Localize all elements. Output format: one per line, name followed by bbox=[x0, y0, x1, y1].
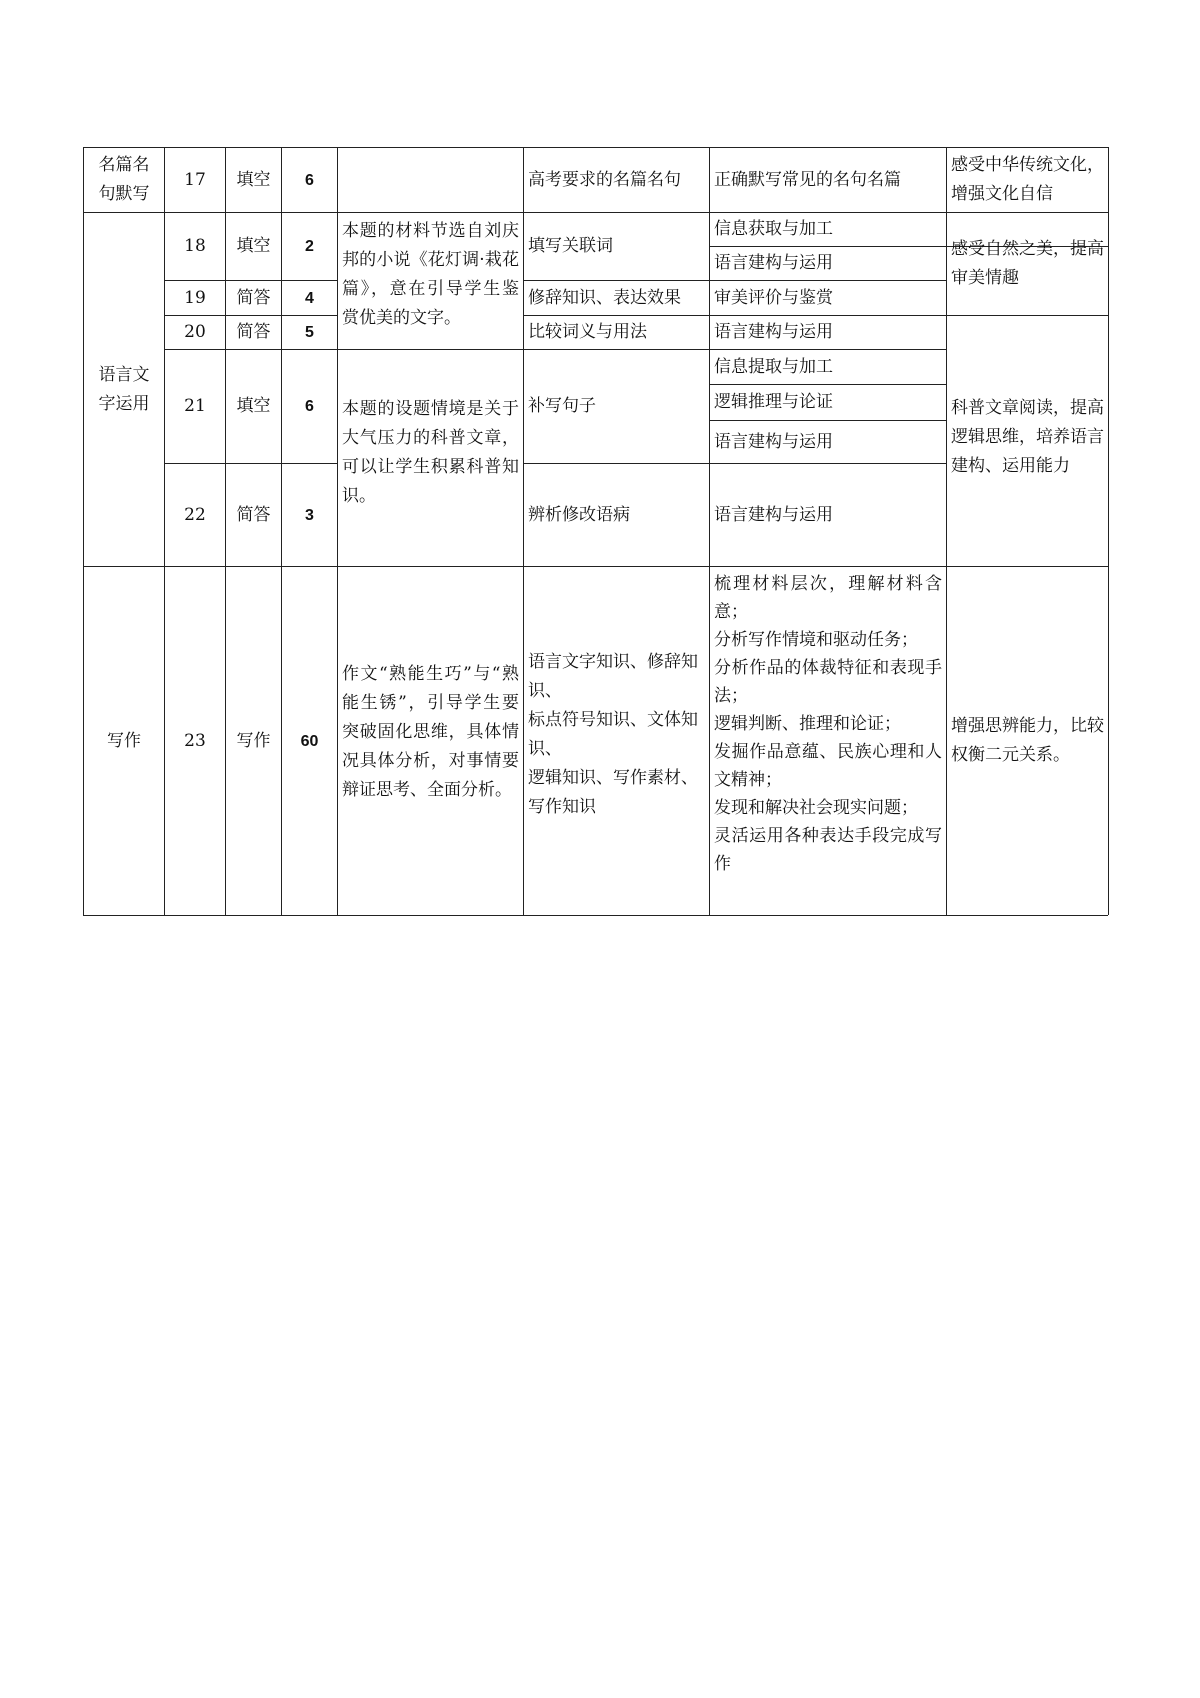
score-cell bbox=[283, 317, 336, 348]
table-rule bbox=[83, 147, 1108, 148]
question-number-cell bbox=[166, 317, 224, 348]
table-rule bbox=[164, 315, 337, 316]
ability-cell bbox=[711, 149, 945, 211]
knowledge-cell bbox=[525, 149, 708, 211]
score-cell bbox=[283, 149, 336, 211]
knowledge-line: 写作知识 bbox=[528, 797, 596, 817]
goal-text: 感受自然之美，提高审美情趣 bbox=[951, 239, 1104, 288]
ability-text: 语言建构与运用 bbox=[714, 253, 833, 273]
table-rule bbox=[225, 147, 226, 915]
knowledge-cell bbox=[525, 351, 708, 462]
ability-text: 梳理材料层次，理解材料含意； bbox=[714, 574, 942, 622]
ability-text: 审美评价与鉴赏 bbox=[714, 287, 833, 308]
module-label: 写作 bbox=[107, 730, 141, 751]
knowledge-text: 填写关联词 bbox=[528, 236, 613, 256]
question-type-cell bbox=[227, 214, 280, 279]
ability-cell bbox=[711, 351, 945, 383]
table-rule bbox=[83, 212, 1108, 213]
question-type: 填空 bbox=[236, 236, 271, 256]
score-cell bbox=[283, 568, 336, 914]
ability-cell bbox=[711, 465, 945, 565]
question-number-cell bbox=[166, 351, 224, 462]
score-value: 60 bbox=[300, 732, 319, 750]
table-rule bbox=[83, 915, 1108, 916]
goal-text: 科普文章阅读，提高逻辑思维，培养语言建构、运用能力 bbox=[951, 398, 1104, 476]
ability-cell bbox=[711, 282, 945, 314]
score-value: 6 bbox=[305, 398, 314, 415]
goal-cell bbox=[948, 149, 1107, 211]
table-rule bbox=[946, 147, 947, 915]
table-rule bbox=[523, 349, 946, 350]
ability-text: 语言建构与运用 bbox=[714, 504, 833, 525]
ability-text: 语言建构与运用 bbox=[714, 322, 833, 342]
knowledge-text: 修辞知识、表达效果 bbox=[528, 287, 681, 308]
module-cell bbox=[85, 568, 163, 914]
material-cell bbox=[339, 149, 522, 211]
ability-text: 逻辑推理与论证 bbox=[714, 392, 833, 412]
knowledge-cell bbox=[525, 465, 708, 565]
question-number: 23 bbox=[184, 730, 206, 751]
ability-text: 信息获取与加工 bbox=[714, 219, 833, 239]
question-number: 21 bbox=[184, 396, 206, 416]
module-label: 名篇名句默写 bbox=[98, 155, 150, 204]
ability-text: 正确默写常见的名句名篇 bbox=[714, 169, 901, 190]
score-value: 3 bbox=[305, 506, 314, 524]
score-value: 5 bbox=[305, 324, 314, 341]
question-type-cell bbox=[227, 568, 280, 914]
goal-cell bbox=[948, 712, 1107, 792]
table-rule bbox=[523, 280, 709, 281]
ability-cell bbox=[711, 214, 945, 245]
goal-cell bbox=[948, 394, 1107, 565]
ability-text: 信息提取与加工 bbox=[714, 356, 833, 377]
question-number-cell bbox=[166, 568, 224, 914]
ability-cell bbox=[711, 317, 945, 348]
goal-cell bbox=[948, 214, 1107, 314]
table-rule bbox=[337, 349, 523, 350]
material-text: 本题的设题情境是关于大气压力的科普文章，可以让学生积累科普知识。 bbox=[342, 399, 519, 506]
material-cell bbox=[339, 395, 522, 565]
table-rule bbox=[83, 566, 1108, 567]
question-number: 20 bbox=[184, 322, 206, 342]
question-number-cell bbox=[166, 214, 224, 279]
question-number: 18 bbox=[184, 236, 206, 256]
question-number: 17 bbox=[184, 169, 206, 190]
table-rule bbox=[164, 349, 337, 350]
question-number: 19 bbox=[184, 287, 206, 308]
knowledge-cell bbox=[525, 214, 708, 279]
score-cell bbox=[283, 214, 336, 279]
module-cell bbox=[85, 149, 163, 211]
module-cell bbox=[85, 214, 163, 565]
knowledge-line: 逻辑知识、写作素材、 bbox=[528, 768, 698, 788]
ability-text: 分析写作情境和驱动任务； bbox=[714, 630, 918, 650]
score-value: 4 bbox=[305, 289, 314, 307]
module-label: 语言文字运用 bbox=[98, 364, 150, 414]
question-type: 写作 bbox=[236, 730, 271, 751]
question-type-cell bbox=[227, 351, 280, 462]
knowledge-cell bbox=[525, 317, 708, 348]
question-type-cell bbox=[227, 149, 280, 211]
goal-text: 感受中华传统文化，增强文化自信 bbox=[951, 155, 1104, 204]
score-cell bbox=[283, 351, 336, 462]
ability-text: 发现和解决社会现实问题； bbox=[714, 798, 918, 818]
question-type: 填空 bbox=[236, 169, 271, 190]
question-type: 简答 bbox=[236, 504, 271, 525]
score-cell bbox=[283, 465, 336, 565]
knowledge-text: 高考要求的名篇名句 bbox=[528, 169, 681, 190]
question-type: 简答 bbox=[236, 287, 271, 308]
table-rule bbox=[337, 147, 338, 915]
table-rule bbox=[164, 463, 337, 464]
knowledge-cell bbox=[525, 282, 708, 314]
ability-cell bbox=[711, 422, 945, 462]
question-type-cell bbox=[227, 282, 280, 314]
material-cell bbox=[339, 660, 522, 820]
knowledge-line: 标点符号知识、文体知识、 bbox=[528, 710, 698, 759]
table-rule bbox=[709, 147, 710, 915]
table-rule bbox=[523, 463, 946, 464]
table-rule bbox=[281, 147, 282, 915]
question-number: 22 bbox=[184, 504, 206, 525]
ability-cell bbox=[711, 386, 945, 419]
ability-text: 分析作品的体裁特征和表现手法； bbox=[714, 658, 942, 706]
question-type: 简答 bbox=[236, 322, 271, 342]
table-rule bbox=[709, 384, 946, 385]
table-rule bbox=[523, 147, 524, 915]
table-rule bbox=[164, 147, 165, 915]
table-rule bbox=[164, 280, 337, 281]
knowledge-text: 补写句子 bbox=[528, 396, 596, 416]
question-type-cell bbox=[227, 465, 280, 565]
material-text: 作文“熟能生巧”与“熟能生锈”，引导学生要突破固化思维，具体情况具体分析，对事情要辩证思考、全面分析。 bbox=[342, 664, 519, 800]
knowledge-cell bbox=[525, 648, 708, 838]
knowledge-text: 比较词义与用法 bbox=[528, 322, 647, 342]
score-value: 2 bbox=[305, 238, 314, 255]
ability-cell bbox=[711, 248, 945, 279]
ability-text: 逻辑判断、推理和论证； bbox=[714, 714, 901, 734]
score-value: 6 bbox=[305, 171, 314, 189]
score-cell bbox=[283, 282, 336, 314]
knowledge-line: 语言文字知识、修辞知识、 bbox=[528, 652, 698, 701]
ability-text: 发掘作品意蕴、民族心理和人文精神； bbox=[714, 742, 942, 790]
table-rule bbox=[709, 420, 946, 421]
knowledge-text: 辨析修改语病 bbox=[528, 504, 630, 525]
ability-text: 语言建构与运用 bbox=[714, 431, 833, 452]
table-rule bbox=[83, 147, 84, 915]
question-number-cell bbox=[166, 149, 224, 211]
goal-text: 增强思辨能力，比较权衡二元关系。 bbox=[951, 716, 1104, 765]
ability-cell bbox=[711, 568, 945, 914]
table-rule bbox=[523, 315, 1108, 316]
question-number-cell bbox=[166, 465, 224, 565]
table-rule bbox=[709, 280, 946, 281]
material-cell bbox=[339, 217, 522, 348]
material-text: 本题的材料节选自刘庆邦的小说《花灯调·栽花篇》，意在引导学生鉴赏优美的文字。 bbox=[342, 221, 519, 328]
ability-text: 灵活运用各种表达手段完成写作 bbox=[714, 826, 942, 874]
table-rule bbox=[1108, 147, 1109, 915]
question-type: 填空 bbox=[236, 396, 271, 416]
question-type-cell bbox=[227, 317, 280, 348]
question-number-cell bbox=[166, 282, 224, 314]
